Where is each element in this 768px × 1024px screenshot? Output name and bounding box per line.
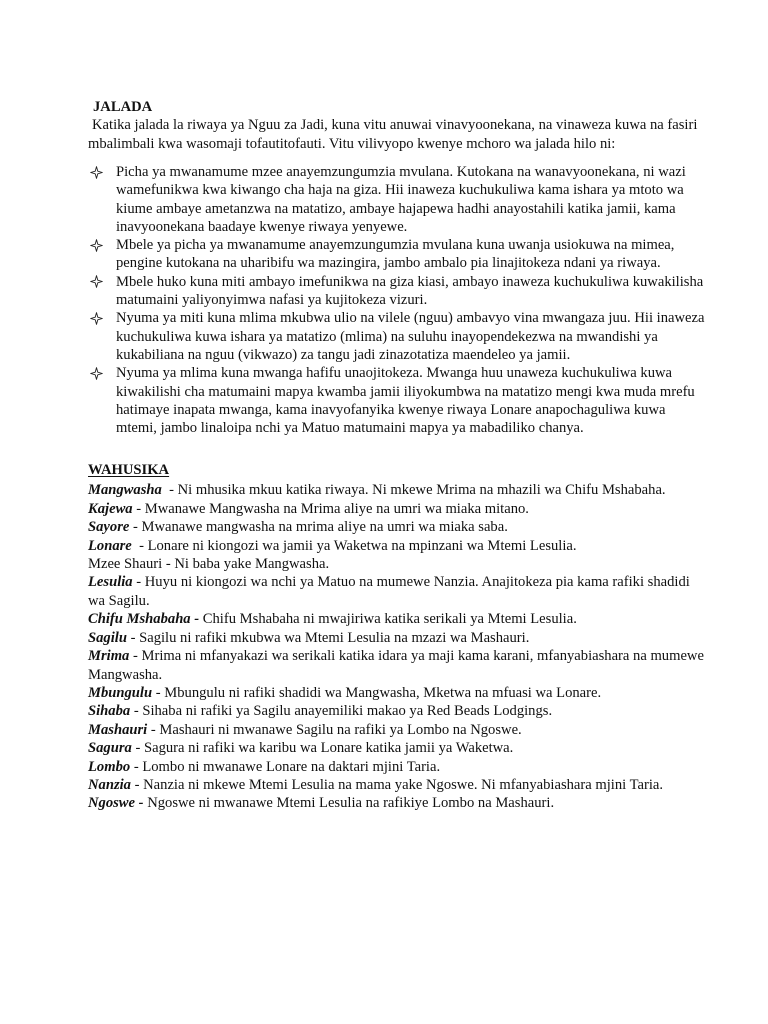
character-entry (88, 629, 710, 647)
character-description: - Mwanawe mangwasha na mrima aliye na umri wa miaka saba. (129, 519, 508, 536)
character-description: - Mrima ni mfanyakazi wa serikali katika idara ya maji kama karani, mfanyabiashara na mumewe Mangwasha. (88, 648, 708, 683)
four-point-star-icon (88, 309, 104, 327)
character-description: - Mbungulu ni rafiki shadidi wa Mangwasha, Mketwa na mfuasi wa Lonare. (152, 684, 602, 701)
character-name: Lonare (88, 537, 132, 554)
character-description: - Mwanawe Mangwasha na Mrima aliye na umri wa miaka mitano. (132, 500, 529, 517)
character-description: Chifu Mshabaha ni mwajiriwa katika serikali ya Mtemi Lesulia. (199, 611, 577, 628)
list-item (88, 163, 710, 236)
character-description: - Sagura ni rafiki wa karibu wa Lonare katika jamii ya Waketwa. (131, 740, 514, 757)
character-description: - Ni baba yake Mangwasha. (162, 556, 330, 573)
jalada-heading: JALADA (93, 99, 153, 115)
character-entry (88, 758, 710, 776)
character-description: - Sihaba ni rafiki ya Sagilu anayemiliki makao ya Red Beads Lodgings. (130, 703, 553, 720)
list-item (88, 236, 710, 273)
character-description: - Ni mhusika mkuu katika riwaya. Ni mkewe Mrima na mhazili wa Chifu Mshabaha. (161, 482, 666, 499)
character-name: Kajewa (88, 500, 133, 517)
document-page (88, 98, 710, 813)
character-entry (88, 500, 710, 518)
character-entry (88, 684, 710, 702)
character-description: - Sagilu ni rafiki mkubwa wa Mtemi Lesulia na mzazi wa Mashauri. (126, 629, 530, 646)
character-name: Lesulia (88, 574, 133, 591)
list-item (88, 273, 710, 310)
character-entry (88, 739, 710, 757)
four-point-star-icon (88, 163, 104, 181)
character-entry (88, 647, 710, 684)
character-list (88, 481, 710, 812)
character-entry (88, 537, 710, 555)
character-name: Chifu Mshabaha - (88, 611, 200, 628)
jalada-bullet-list (88, 163, 710, 437)
character-name: Sihaba (88, 703, 131, 720)
four-point-star-icon (88, 364, 104, 382)
bullet-text: Nyuma ya miti kuna mlima mkubwa ulio na vilele (nguu) ambavyo vina mwangaza juu. Hii inaweza kuchukuliwa kuwa ishara ya matatizo (mlima) na suluhu inayopendekezwa na mwandishi ya kukabiliana na nguu (vikwazo) za tangu jadi zinazotatiza maendeleo ya jamii. (116, 310, 705, 363)
list-item (88, 364, 710, 437)
character-entry (88, 555, 710, 573)
character-name: Mashauri (88, 721, 148, 738)
character-name: Mbungulu (88, 684, 153, 701)
character-entry (88, 702, 710, 720)
jalada-intro: Katika jalada la riwaya ya Nguu za Jadi, kuna vitu anuwai vinavyoonekana, na vinaweza kuwa na fasiri mbalimbali kwa wasomaji tofautitofauti. Vitu vilivyopo kwenye mchoro wa jalada hilo ni: (88, 117, 698, 152)
four-point-star-icon (88, 273, 104, 291)
character-description: - Lonare ni kiongozi wa jamii ya Waketwa na mpinzani wa Mtemi Lesulia. (131, 537, 577, 554)
list-item (88, 309, 710, 364)
bullet-text: Mbele ya picha ya mwanamume anayemzungumzia mvulana kuna uwanja usiokuwa na mimea, pengine kutokana na uharibifu wa mazingira, jambo ambalo pia linajitokeza ndani ya riwaya. (116, 237, 675, 272)
character-name: Sagilu (88, 629, 127, 646)
bullet-text: Mbele huko kuna miti ambayo imefunikwa na giza kiasi, ambayo inaweza kuchukuliwa kuwakilisha matumaini yaliyonyimwa nafasi ya kujitokeza vizuri. (116, 273, 704, 309)
character-entry (88, 610, 710, 628)
four-point-star-icon (88, 236, 104, 254)
character-entry (88, 573, 710, 610)
character-entry (88, 518, 710, 536)
character-description: - Nanzia ni mkewe Mtemi Lesulia na mama yake Ngoswe. Ni mfanyabiashara mjini Taria. (130, 776, 664, 793)
character-entry (88, 794, 710, 812)
section-spacer (88, 437, 710, 461)
character-description: - Lombo ni mwanawe Lonare na daktari mjini Taria. (130, 758, 441, 775)
character-name: Ngoswe - (88, 795, 144, 812)
character-description: - Huyu ni kiongozi wa nchi ya Matuo na mumewe Nanzia. Anajitokeza pia kama rafiki shadidi wa Sagilu. (88, 574, 694, 609)
character-name: Nanzia (88, 776, 131, 793)
character-entry (88, 481, 710, 499)
character-name: Mangwasha (88, 482, 162, 499)
character-description: Ngoswe ni mwanawe Mtemi Lesulia na rafikiye Lombo na Mashauri. (143, 795, 555, 812)
bullet-text: Picha ya mwanamume mzee anayemzungumzia mvulana. Kutokana na wanavyoonekana, ni wazi wamefunikwa kwa kiwango cha haja na giza. Hii inaweza kuchukuliwa kama ishara ya mtoto wa kiume ambaye ametanzwa na matatizo, ambaye hajapewa hadhi anayostahili katika jamii, kama inavyoonekana baadaye kwenye riwaya yenyewe. (116, 164, 686, 235)
bullet-text: Nyuma ya mlima kuna mwanga hafifu unaojitokeza. Mwanga huu unaweza kuchukuliwa kuwa kiwakilishi cha matumaini mapya kwamba jamii iliyokumbwa na matatizo mengi kwa muda mrefu hatimaye inapata mwanga, kama inavyofanyika kwenye riwaya Lonare anapochaguliwa kuwa mtemi, jambo linaloipa nchi ya Matuo matumaini mapya ya mabadiliko chanya. (116, 365, 695, 437)
character-name: Sayore (88, 519, 130, 536)
character-name: Mzee Shauri (88, 556, 163, 573)
character-description: - Mashauri ni mwanawe Sagilu na rafiki ya Lombo na Ngoswe. (147, 721, 522, 738)
character-entry (88, 776, 710, 794)
character-entry (88, 721, 710, 739)
character-name: Sagura (88, 740, 132, 757)
wahusika-heading: WAHUSIKA (88, 462, 170, 479)
character-name: Lombo (88, 758, 131, 775)
character-name: Mrima (88, 648, 130, 665)
